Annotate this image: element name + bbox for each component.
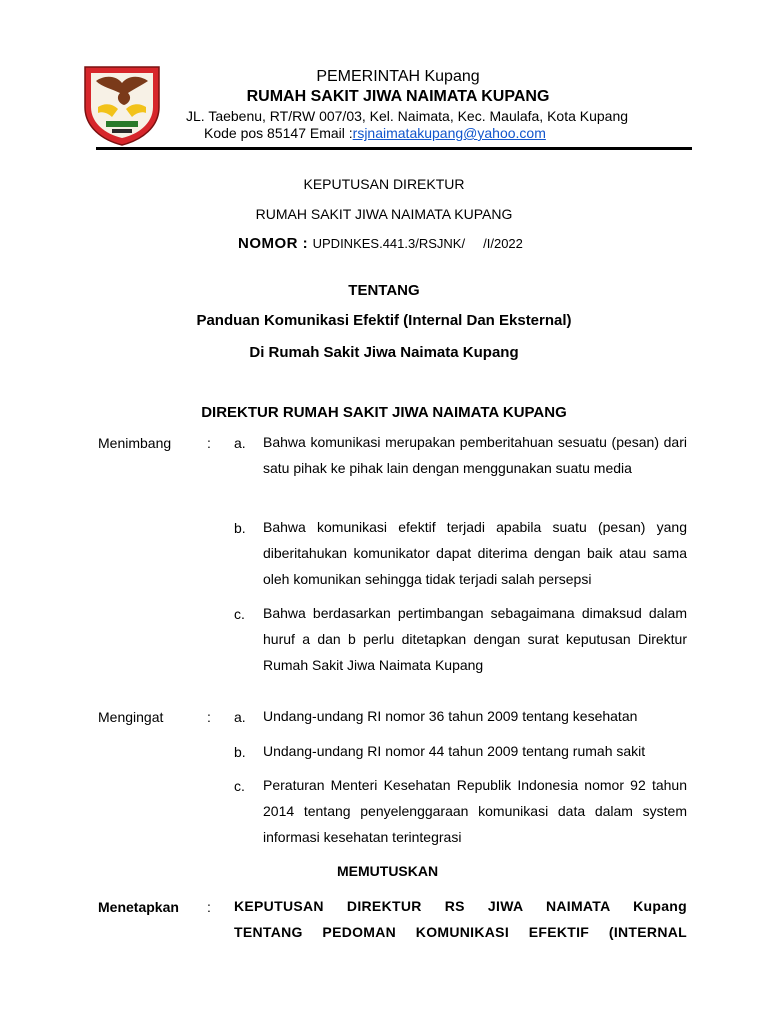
nomor-value: UPDINKES.441.3/RSJNK/ /I/2022 [312,236,523,251]
mengingat-label: Mengingat [98,709,164,725]
email-link[interactable]: rsjnaimatakupang@yahoo.com [352,125,546,141]
postal-label: Kode pos 85147 Email : [204,125,353,141]
mengingat-item-c: Peraturan Menteri Kesehatan Republik Indonesia nomor 92 tahun 2014 tentang penyelenggaraan komunikasi data dalam system informasi kesehatan terintegrasi [263,777,687,845]
government-name: PEMERINTAH Kupang [316,68,480,85]
menimbang-item-a: Bahwa komunikasi merupakan pemberitahuan sesuatu (pesan) dari satu pihak ke pihak lain dengan menggunakan suatu media [263,434,687,476]
subject-line-1: Panduan Komunikasi Efektif (Internal Dan Eksternal) [196,312,572,329]
tentang-heading: TENTANG [348,282,420,299]
director-heading: DIREKTUR RUMAH SAKIT JIWA NAIMATA KUPANG [201,404,567,421]
menetapkan-line-1: KEPUTUSAN DIREKTUR RS JIWA NAIMATA Kupang [234,898,687,914]
menimbang-colon: : [207,435,211,451]
menimbang-item-b: Bahwa komunikasi efektif terjadi apabila suatu (pesan) yang diberitahukan komunikator dapat diterima dengan baik atau sama oleh komunikan sehingga tidak terjadi salah persepsi [263,519,687,587]
mengingat-marker-a: a. [234,709,246,725]
address-line: JL. Taebenu, RT/RW 007/03, Kel. Naimata, Kec. Maulafa, Kota Kupang [186,108,629,124]
mengingat-item-a: Undang-undang RI nomor 36 tahun 2009 tentang kesehatan [263,708,638,724]
memutuskan-heading: MEMUTUSKAN [337,863,439,879]
menimbang-label: Menimbang [98,435,172,451]
nomor-label: NOMOR : [238,235,309,252]
mengingat-colon: : [207,709,211,725]
menimbang-marker-c: c. [234,606,245,622]
menimbang-marker-b: b. [234,520,246,536]
decree-number [238,235,523,253]
postal-email-line [204,125,546,141]
header-divider [96,147,692,150]
menetapkan-label: Menetapkan [98,899,179,915]
menimbang-marker-a: a. [234,435,246,451]
hospital-name-header: RUMAH SAKIT JIWA NAIMATA KUPANG [246,88,550,105]
subject-line-2: Di Rumah Sakit Jiwa Naimata Kupang [249,344,519,361]
decree-title: KEPUTUSAN DIREKTUR [303,176,465,192]
mengingat-marker-c: c. [234,778,245,794]
decree-hospital: RUMAH SAKIT JIWA NAIMATA KUPANG [255,206,513,222]
menetapkan-colon: : [207,899,211,915]
menimbang-item-c: Bahwa berdasarkan pertimbangan sebagaimana dimaksud dalam huruf a dan b perlu ditetapkan dengan surat keputusan Direktur Rumah Sakit Jiwa Naimata Kupang [263,605,687,673]
mengingat-marker-b: b. [234,744,246,760]
mengingat-item-b: Undang-undang RI nomor 44 tahun 2009 tentang rumah sakit [263,743,646,759]
menetapkan-line-2: TENTANG PEDOMAN KOMUNIKASI EFEKTIF (INTERNAL [234,924,687,940]
